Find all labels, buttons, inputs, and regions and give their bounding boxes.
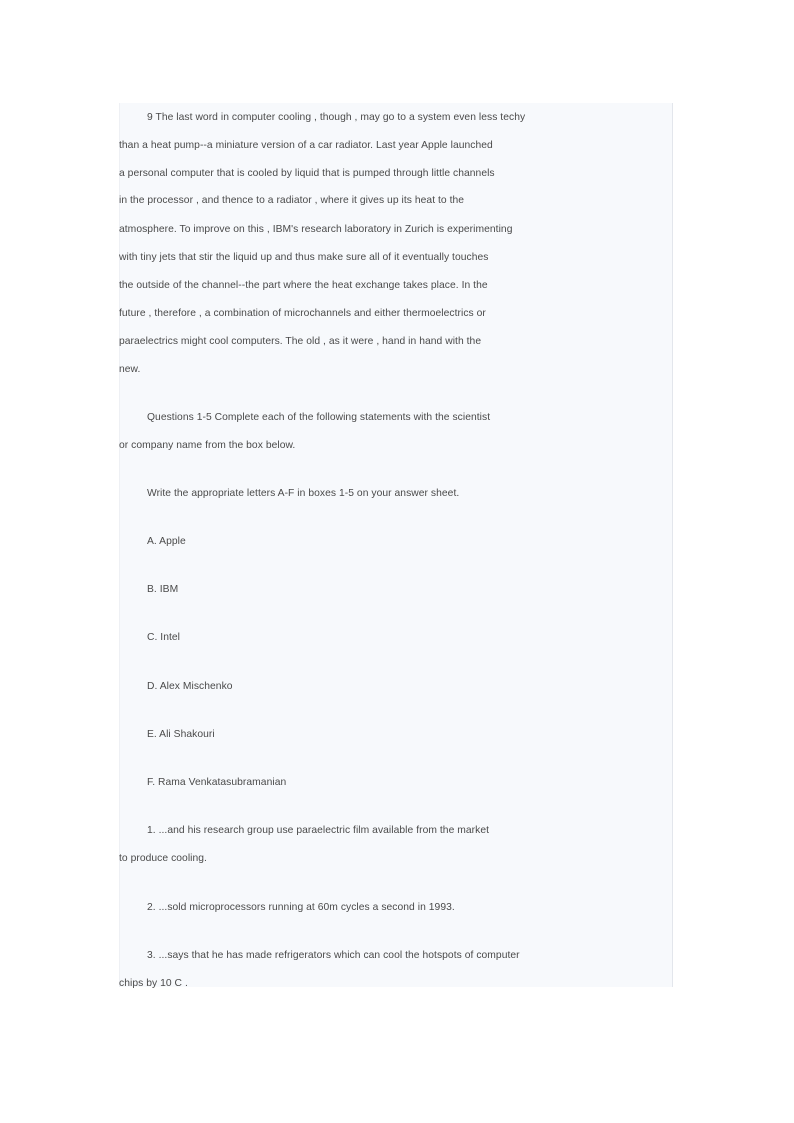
passage-line: the outside of the channel--the part where the heat exchange takes place. In the (119, 280, 488, 291)
option-a: A. Apple (147, 536, 186, 547)
passage-line: paraelectrics might cool computers. The old , as it were , hand in hand with the (119, 336, 482, 347)
statement-1: 1. ...and his research group use paraelectric film available from the market (147, 825, 490, 836)
option-e: E. Ali Shakouri (147, 729, 215, 740)
passage-line: than a heat pump--a miniature version of a car radiator. Last year Apple launched (119, 140, 493, 151)
passage-line: atmosphere. To improve on this , IBM's research laboratory in Zurich is experimenting (119, 224, 513, 235)
questions-header: Questions 1-5 Complete each of the following statements with the scientist (147, 412, 491, 423)
option-d: D. Alex Mischenko (147, 681, 233, 692)
option-c: C. Intel (147, 632, 181, 643)
option-f: F. Rama Venkatasubramanian (147, 777, 287, 788)
option-b: B. IBM (147, 584, 179, 595)
passage-line: 9 The last word in computer cooling , though , may go to a system even less techy (147, 112, 526, 123)
instruction-text: Write the appropriate letters A-F in boxes 1-5 on your answer sheet. (147, 488, 460, 499)
statement-3-continued: chips by 10 C . (119, 978, 188, 989)
passage-line: future , therefore , a combination of microchannels and either thermoelectrics or (119, 308, 486, 319)
passage-line: a personal computer that is cooled by liquid that is pumped through little channels (119, 168, 495, 179)
questions-header-continued: or company name from the box below. (119, 440, 296, 451)
statement-2: 2. ...sold microprocessors running at 60m cycles a second in 1993. (147, 902, 455, 913)
passage-line: in the processor , and thence to a radiator , where it gives up its heat to the (119, 195, 465, 206)
statement-1-continued: to produce cooling. (119, 853, 207, 864)
passage-line: with tiny jets that stir the liquid up and thus make sure all of it eventually touches (119, 252, 489, 263)
passage-line: new. (119, 364, 141, 375)
statement-3: 3. ...says that he has made refrigerators which can cool the hotspots of computer (147, 950, 520, 961)
